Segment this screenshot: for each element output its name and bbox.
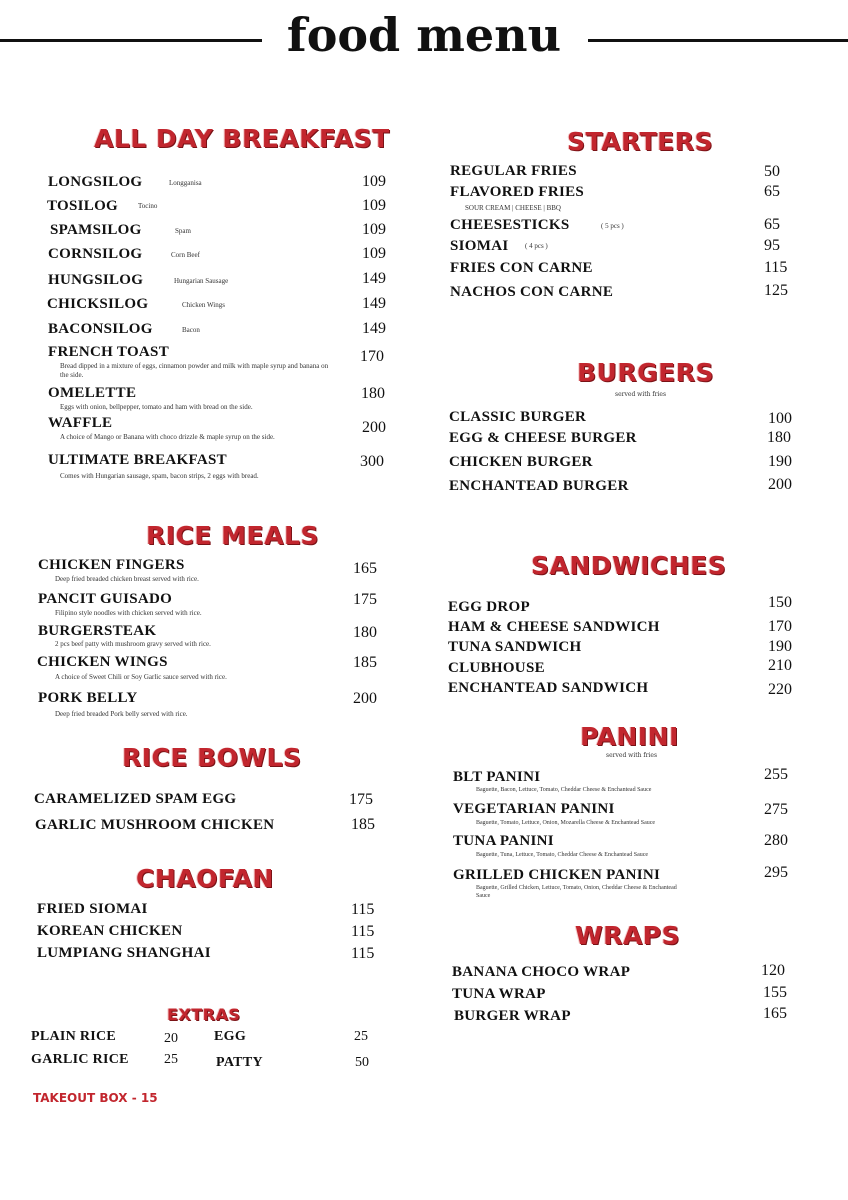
section-title-chaofan: CHAOFAN bbox=[136, 864, 274, 893]
menu-item-name: CARAMELIZED SPAM EGG bbox=[34, 791, 237, 807]
menu-item-description: Comes with Hungarian sausage, spam, bacon strips, 2 eggs with bread. bbox=[60, 472, 259, 480]
menu-item-description: Deep fried breaded Pork belly served with rice. bbox=[55, 710, 188, 718]
menu-item-price: 200 bbox=[768, 476, 792, 493]
menu-item-note: Spam bbox=[175, 227, 191, 235]
menu-item-description: A choice of Sweet Chili or Soy Garlic sauce served with rice. bbox=[55, 673, 227, 681]
takeout-box-note: TAKEOUT BOX - 15 bbox=[33, 1091, 158, 1105]
menu-item-note: Hungarian Sausage bbox=[174, 277, 229, 285]
menu-item-name: EGG & CHEESE BURGER bbox=[449, 430, 637, 446]
menu-item-price: 115 bbox=[351, 945, 375, 962]
menu-item-price: 25 bbox=[354, 1029, 368, 1044]
menu-item-price: 120 bbox=[761, 962, 785, 979]
menu-item-name: HUNGSILOG bbox=[48, 272, 144, 288]
menu-item-description: Baguette, Grilled Chicken, Lettuce, Tomato, Onion, Cheddar Cheese & Enchantead Sauce bbox=[476, 885, 677, 899]
menu-item-price: 149 bbox=[362, 320, 386, 337]
menu-item-price: 25 bbox=[164, 1052, 178, 1067]
menu-item-note: Bacon bbox=[182, 326, 200, 334]
menu-item-price: 20 bbox=[164, 1031, 178, 1046]
menu-item-description: Filipino style noodles with chicken served with rice. bbox=[55, 609, 202, 617]
menu-item-price: 150 bbox=[768, 594, 792, 611]
menu-item-price: 180 bbox=[361, 385, 385, 402]
menu-item-name: TUNA WRAP bbox=[452, 986, 546, 1002]
section-subtitle: served with fries bbox=[615, 391, 667, 398]
menu-item-name: TUNA PANINI bbox=[453, 833, 554, 849]
menu-item-price: 175 bbox=[353, 591, 377, 608]
menu-item-price: 180 bbox=[353, 624, 377, 641]
menu-item-price: 65 bbox=[764, 183, 780, 200]
menu-item-note: ( 4 pcs ) bbox=[525, 242, 548, 250]
menu-item-description: Baguette, Bacon, Lettuce, Tomato, Cheddar Cheese & Enchantead Sauce bbox=[476, 787, 652, 793]
menu-item-price: 149 bbox=[362, 270, 386, 287]
menu-item-name: CHICKEN WINGS bbox=[37, 654, 168, 670]
menu-item-name: TOSILOG bbox=[47, 198, 119, 214]
menu-item-name: EGG bbox=[214, 1029, 247, 1044]
menu-item-name: PATTY bbox=[216, 1055, 263, 1070]
menu-item-name: EGG DROP bbox=[448, 599, 530, 615]
menu-item-description: Baguette, Tomato, Lettuce, Onion, Mozarella Cheese & Enchantead Sauce bbox=[476, 820, 656, 826]
section-title-extras: EXTRAS bbox=[167, 1005, 241, 1024]
menu-item-price: 200 bbox=[362, 419, 386, 436]
menu-item-price: 65 bbox=[764, 216, 780, 233]
menu-item-name: BACONSILOG bbox=[48, 321, 153, 337]
menu-item-price: 149 bbox=[362, 295, 386, 312]
menu-item-name: FLAVORED FRIES bbox=[450, 184, 585, 200]
menu-item-description: 2 pcs beef patty with mushroom gravy served with rice. bbox=[55, 640, 211, 648]
menu-item-name: LONGSILOG bbox=[48, 174, 143, 190]
menu-item-name: CLASSIC BURGER bbox=[449, 409, 587, 425]
menu-item-name: ENCHANTEAD SANDWICH bbox=[448, 680, 649, 696]
menu-item-price: 165 bbox=[763, 1005, 787, 1022]
section-title-burgers: BURGERS bbox=[577, 358, 714, 387]
menu-item-price: 170 bbox=[360, 348, 384, 365]
menu-item-description: A choice of Mango or Banana with choco drizzle & maple syrup on the side. bbox=[60, 433, 275, 441]
menu-item-price: 185 bbox=[351, 816, 375, 833]
menu-item-name: FRIES CON CARNE bbox=[450, 260, 593, 276]
menu-item-name: SIOMAI bbox=[450, 238, 509, 254]
menu-item-name: ENCHANTEAD BURGER bbox=[449, 478, 629, 494]
menu-item-price: 185 bbox=[353, 654, 377, 671]
menu-item-name: BURGER WRAP bbox=[454, 1008, 571, 1024]
section-title-starters: STARTERS bbox=[567, 127, 713, 156]
menu-item-price: 300 bbox=[360, 453, 384, 470]
menu-item-price: 190 bbox=[768, 453, 792, 470]
menu-item-price: 295 bbox=[764, 864, 788, 881]
section-title-panini: PANINI bbox=[580, 722, 679, 751]
menu-item-note: Corn Beef bbox=[171, 251, 200, 259]
section-title-rice-meals: RICE MEALS bbox=[146, 521, 319, 550]
section-title-breakfast: ALL DAY BREAKFAST bbox=[94, 124, 390, 153]
menu-item-name: CHEESESTICKS bbox=[450, 217, 570, 233]
menu-item-price: 170 bbox=[768, 618, 792, 635]
menu-item-price: 175 bbox=[349, 791, 373, 808]
menu-item-note: Longganisa bbox=[169, 179, 202, 187]
menu-item-name: PLAIN RICE bbox=[31, 1029, 117, 1044]
menu-item-name: KOREAN CHICKEN bbox=[37, 923, 183, 939]
menu-item-price: 165 bbox=[353, 560, 377, 577]
menu-item-price: 109 bbox=[362, 173, 386, 190]
menu-item-name: HAM & CHEESE SANDWICH bbox=[448, 619, 660, 635]
menu-item-name: REGULAR FRIES bbox=[450, 163, 577, 179]
menu-item-name: NACHOS CON CARNE bbox=[450, 284, 614, 300]
menu-item-price: 180 bbox=[767, 429, 791, 446]
menu-item-description: Bread dipped in a mixture of eggs, cinnamon powder and milk with maple syrup and banana on the side. bbox=[60, 362, 329, 379]
menu-item-price: 125 bbox=[764, 282, 788, 299]
section-title-rice-bowls: RICE BOWLS bbox=[122, 743, 302, 772]
menu-item-description: Eggs with onion, bellpepper, tomato and ham with bread on the side. bbox=[60, 403, 253, 411]
menu-item-note: ( 5 pcs ) bbox=[601, 222, 624, 230]
section-subtitle: served with fries bbox=[606, 752, 658, 759]
menu-item-name: GARLIC MUSHROOM CHICKEN bbox=[35, 817, 275, 833]
menu-item-note: Tocino bbox=[138, 202, 158, 210]
menu-item-price: 275 bbox=[764, 801, 788, 818]
menu-item-price: 50 bbox=[764, 163, 780, 180]
section-title-wraps: WRAPS bbox=[575, 921, 681, 950]
menu-item-price: 115 bbox=[351, 901, 375, 918]
menu-item-price: 109 bbox=[362, 197, 386, 214]
menu-item-price: 50 bbox=[355, 1055, 369, 1070]
menu-item-description: Baguette, Tuna, Lettuce, Tomato, Cheddar Cheese & Enchantead Sauce bbox=[476, 852, 649, 858]
menu-item-price: 109 bbox=[362, 221, 386, 238]
menu-item-name: CLUBHOUSE bbox=[448, 660, 545, 676]
menu-item-name: FRENCH TOAST bbox=[48, 344, 169, 360]
menu-item-name: PANCIT GUISADO bbox=[38, 591, 173, 607]
menu-item-name: LUMPIANG SHANGHAI bbox=[37, 945, 211, 961]
menu-item-price: 200 bbox=[353, 690, 377, 707]
menu-item-name: GRILLED CHICKEN PANINI bbox=[453, 867, 661, 883]
menu-item-name: CHICKEN BURGER bbox=[449, 454, 593, 470]
menu-item-name: TUNA SANDWICH bbox=[448, 639, 582, 655]
menu-item-name: CHICKSILOG bbox=[47, 296, 149, 312]
menu-item-price: 210 bbox=[768, 657, 792, 674]
section-title-sandwiches: SANDWICHES bbox=[531, 551, 727, 580]
menu-item-name: BANANA CHOCO WRAP bbox=[452, 964, 631, 980]
menu-item-price: 100 bbox=[768, 410, 792, 427]
menu-item-name: BLT PANINI bbox=[453, 769, 541, 785]
menu-item-price: 115 bbox=[764, 259, 788, 276]
menu-item-name: PORK BELLY bbox=[38, 690, 138, 706]
menu-item-name: CHICKEN FINGERS bbox=[38, 557, 185, 573]
menu-item-price: 155 bbox=[763, 984, 787, 1001]
menu-item-price: 95 bbox=[764, 237, 780, 254]
menu-item-price: 109 bbox=[362, 245, 386, 262]
menu-item-description: Deep fried breaded chicken breast served with rice. bbox=[55, 575, 199, 583]
menu-item-name: CORNSILOG bbox=[48, 246, 143, 262]
menu-item-name: ULTIMATE BREAKFAST bbox=[48, 452, 227, 468]
menu-item-price: 220 bbox=[768, 681, 792, 698]
menu-item-name: FRIED SIOMAI bbox=[37, 901, 148, 917]
menu-item-name: OMELETTE bbox=[48, 385, 137, 401]
menu-item-name: WAFFLE bbox=[48, 415, 113, 431]
menu-item-price: 115 bbox=[351, 923, 375, 940]
page-title: food menu bbox=[286, 8, 562, 62]
menu-item-name: SPAMSILOG bbox=[50, 222, 142, 238]
menu-item-price: 255 bbox=[764, 766, 788, 783]
menu-item-note: SOUR CREAM | CHEESE | BBQ bbox=[465, 204, 561, 212]
menu-item-name: BURGERSTEAK bbox=[38, 623, 157, 639]
menu-item-price: 190 bbox=[768, 638, 792, 655]
menu-item-price: 280 bbox=[764, 832, 788, 849]
menu-item-note: Chicken Wings bbox=[182, 301, 225, 309]
menu-item-name: VEGETARIAN PANINI bbox=[453, 801, 615, 817]
menu-item-name: GARLIC RICE bbox=[31, 1052, 129, 1067]
